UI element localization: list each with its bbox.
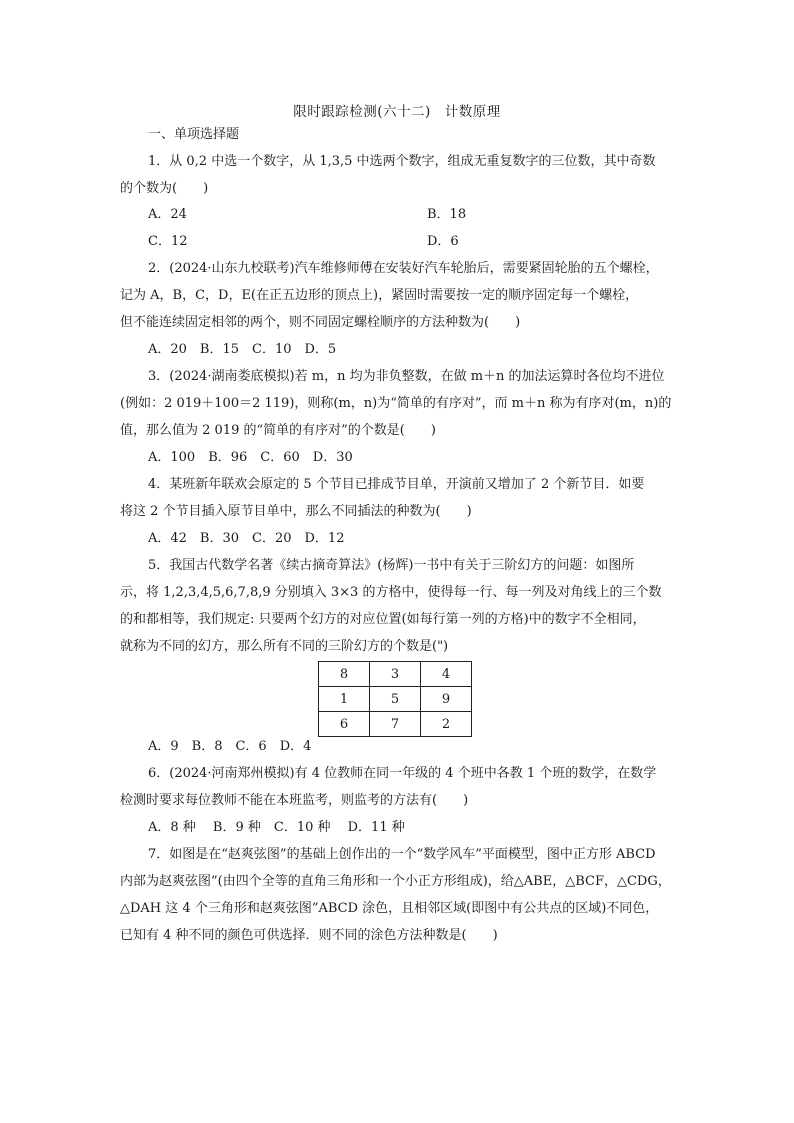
q1-text-line-1: 1．从 0,2 中选一个数字，从 1,3,5 中选两个数字，组成无重复数字的三位数，其中奇数 — [148, 154, 656, 169]
q1-option-a: A．24 — [148, 207, 187, 222]
page-title: 限时跟踪检测(六十二) 计数原理 — [293, 104, 501, 120]
q3-text-line-1: 3．(2024·湖南娄底模拟)若 m，n 均为非负整数，在做 m＋n 的加法运算时各位均不进位 — [148, 369, 665, 384]
q1-option-d: D．6 — [427, 234, 459, 249]
q2-options: A．20 B．15 C．10 D．5 — [148, 342, 337, 357]
magic-square-cell: 2 — [421, 712, 472, 737]
magic-square-cell: 4 — [421, 662, 472, 687]
q2-text-line-1: 2．(2024·山东九校联考)汽车维修师傅在安装好汽车轮胎后，需要紧固轮胎的五个螺栓， — [148, 261, 659, 276]
q1-option-b: B．18 — [427, 207, 467, 222]
q2-text-line-2: 记为 A，B，C，D，E(在正五边形的顶点上)，紧固时需要按一定的顺序固定每一个螺栓， — [120, 288, 639, 303]
magic-square-cell: 9 — [421, 687, 472, 712]
magic-square-cell: 3 — [370, 662, 421, 687]
q1-option-c: C．12 — [148, 234, 188, 249]
magic-square-row — [319, 662, 472, 687]
q7-text-line-3: △DAH 这 4 个三角形和赵爽弦图”ABCD 涂色，且相邻区域(即图中有公共点的区域)不同色， — [120, 901, 659, 916]
q3-options: A．100 B．96 C．60 D．30 — [148, 450, 353, 465]
q4-text-line-2: 将这 2 个节目插入原节目单中，那么不同插法的种数为( ) — [120, 504, 472, 519]
q6-text-line-1: 6．(2024·河南郑州模拟)有 4 位教师在同一年级的 4 个班中各教 1 个班的数学，在数学 — [148, 766, 657, 781]
q6-options: A．8 种 B．9 种 C．10 种 D．11 种 — [148, 820, 405, 835]
magic-square-cell: 1 — [319, 687, 370, 712]
q7-text-line-1: 7．如图是在“赵爽弦图”的基础上创作出的一个“数学风车”平面模型，图中正方形 ABCD — [148, 847, 656, 862]
magic-square-cell: 6 — [319, 712, 370, 737]
magic-square-cell: 7 — [370, 712, 421, 737]
q3-text-line-3: 值，那么值为 2 019 的“简单的有序对”的个数是( ) — [120, 423, 436, 438]
magic-square-table — [318, 661, 472, 737]
magic-square-row — [319, 712, 472, 737]
q4-options: A．42 B．30 C．20 D．12 — [148, 531, 345, 546]
q4-text-line-1: 4．某班新年联欢会原定的 5 个节目已排成节目单，开演前又增加了 2 个新节目．如要 — [148, 477, 645, 492]
q5-text-line-3: 的和都相等，我们规定: 只要两个幻方的对应位置(如每行第一列的方格)中的数字不全相同， — [120, 612, 646, 627]
q5-text-line-4: 就称为不同的幻方，那么所有不同的三阶幻方的个数是(") — [120, 639, 449, 654]
magic-square-cell: 5 — [370, 687, 421, 712]
q3-text-line-2: (例如：2 019＋100＝2 119)，则称(m，n)为“简单的有序对”，而 m＋n 称为有序对(m，n)的 — [120, 396, 672, 411]
q7-text-line-2: 内部为赵爽弦图”(由四个全等的直角三角形和一个小正方形组成)，给△ABE，△BCF，△CDG， — [120, 874, 671, 889]
q6-text-line-2: 检测时要求每位教师不能在本班监考，则监考的方法有( ) — [120, 793, 469, 808]
q1-text-line-2: 的个数为( ) — [120, 181, 209, 196]
section-heading: 一、单项选择题 — [148, 127, 240, 142]
q2-text-line-3: 但不能连续固定相邻的两个，则不同固定螺栓顺序的方法种数为( ) — [120, 315, 521, 330]
q7-text-line-4: 已知有 4 种不同的颜色可供选择．则不同的涂色方法种数是( ) — [120, 928, 498, 943]
magic-square-cell: 8 — [319, 662, 370, 687]
q5-text-line-1: 5．我国古代数学名著《续古摘奇算法》(杨辉)一书中有关于三阶幻方的问题：如图所 — [148, 558, 635, 573]
q5-text-line-2: 示，将 1,2,3,4,5,6,7,8,9 分别填入 3×3 的方格中，使得每一行、每一列及对角线上的三个数 — [120, 585, 662, 600]
magic-square-row — [319, 687, 472, 712]
q5-options: A．9 B．8 C．6 D．4 — [148, 739, 312, 754]
